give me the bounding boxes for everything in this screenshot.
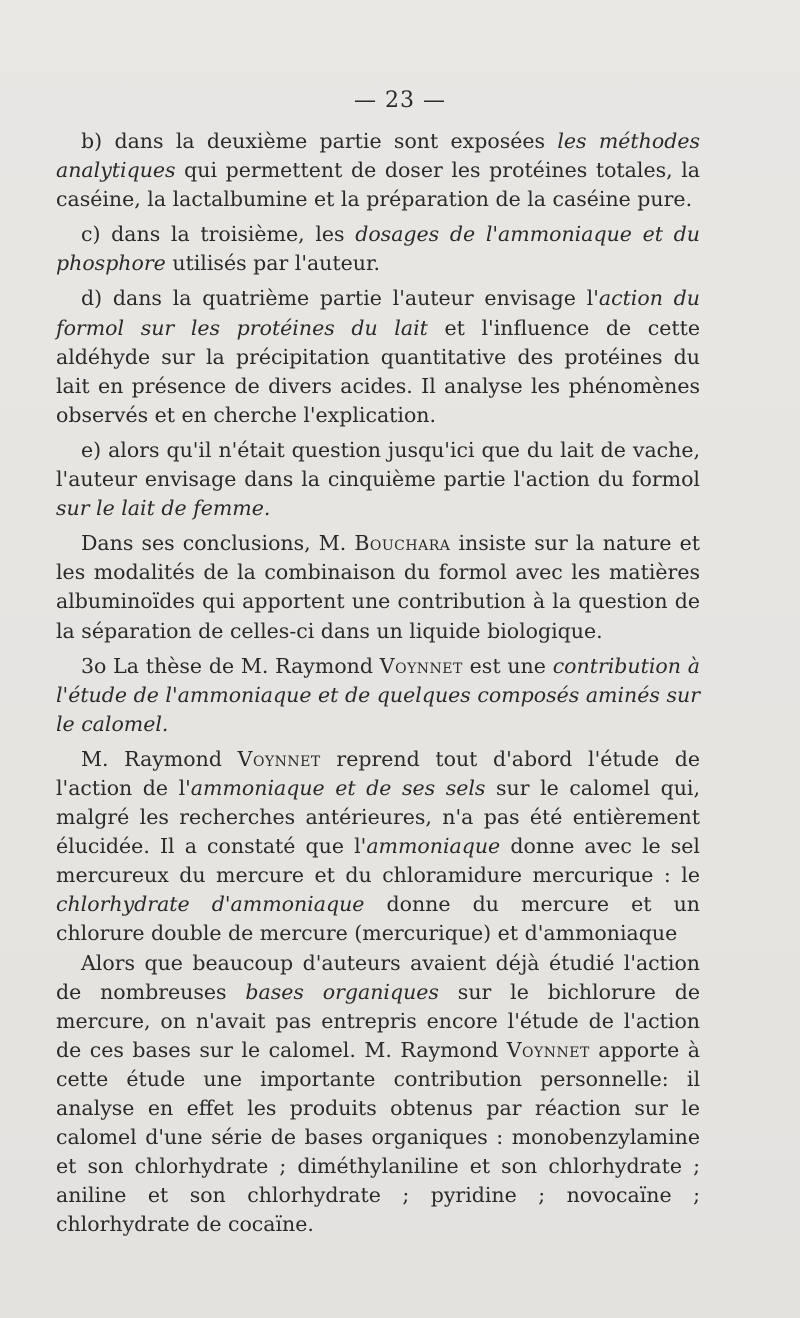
- paragraph-bases-organiques: Alors que beaucoup d'auteurs avaient déjà étudié l'action de nombreuses bases organiques sur le bichlorure de mercure, on n'avait pas entrepris encore l'étude de l'action de ces bases sur le calomel. M. Raymond Voynnet apporte à cette étude une importante contribution personnelle: il analyse en effet les produits obtenus par réaction sur le calomel d'une série de bases organiques : monobenzylamine et son chlorhydrate ; diméthylaniline et son chlorhydrate ; aniline et son chlorhydrate ; pyridine ; novocaïne ; chlorhydrate de cocaïne.: [56, 950, 700, 1237]
- body-text: [56, 127, 700, 1239]
- paragraph-ammoniaque: M. Raymond Voynnet reprend tout d'abord l'étude de l'action de l'ammoniaque et de ses sels sur le calomel qui, malgré les recherches antérieures, n'a pas été entièrement élucidée. Il a constaté que l'ammoniaque donne avec le sel mercureux du mercure et du chloramidure mercurique : le chlorhydrate d'ammoniaque donne du mercure et un chlorure double de mercure (mercurique) et d'ammoniaque: [56, 746, 700, 946]
- paragraph-e: e) alors qu'il n'était question jusqu'ici que du lait de vache, l'auteur envisage dans la cinquième partie l'action du formol sur le lait de femme.: [56, 437, 700, 521]
- paragraph-c: c) dans la troisième, les dosages de l'ammoniaque et du phosphore utilisés par l'auteur.: [56, 222, 700, 276]
- paragraph-b: b) dans la deuxième partie sont exposées les méthodes analytiques qui permettent de doser les protéines totales, la caséine, la lactalbumine et la préparation de la caséine pure.: [56, 129, 700, 212]
- page-number: — 23 —: [354, 88, 446, 113]
- paragraph-d: d) dans la quatrième partie l'auteur envisage l'action du formol sur les protéines du lait et l'influence de cette aldéhyde sur la précipitation quantitative des protéines du lait en présence de divers acides. Il analyse les phénomènes observés et en cherche l'explication.: [56, 286, 700, 427]
- paragraph-these-voynnet: 3o La thèse de M. Raymond Voynnet est une contribution à l'étude de l'ammoniaque et de quelques composés aminés sur le calomel.: [56, 653, 700, 736]
- paragraph-conclusions: Dans ses conclusions, M. Bouchara insiste sur la nature et les modalités de la combinaison du formol avec les matières albuminoïdes qui apportent une contribution à la question de la séparation de celles-ci dans un liquide biologique.: [56, 531, 700, 643]
